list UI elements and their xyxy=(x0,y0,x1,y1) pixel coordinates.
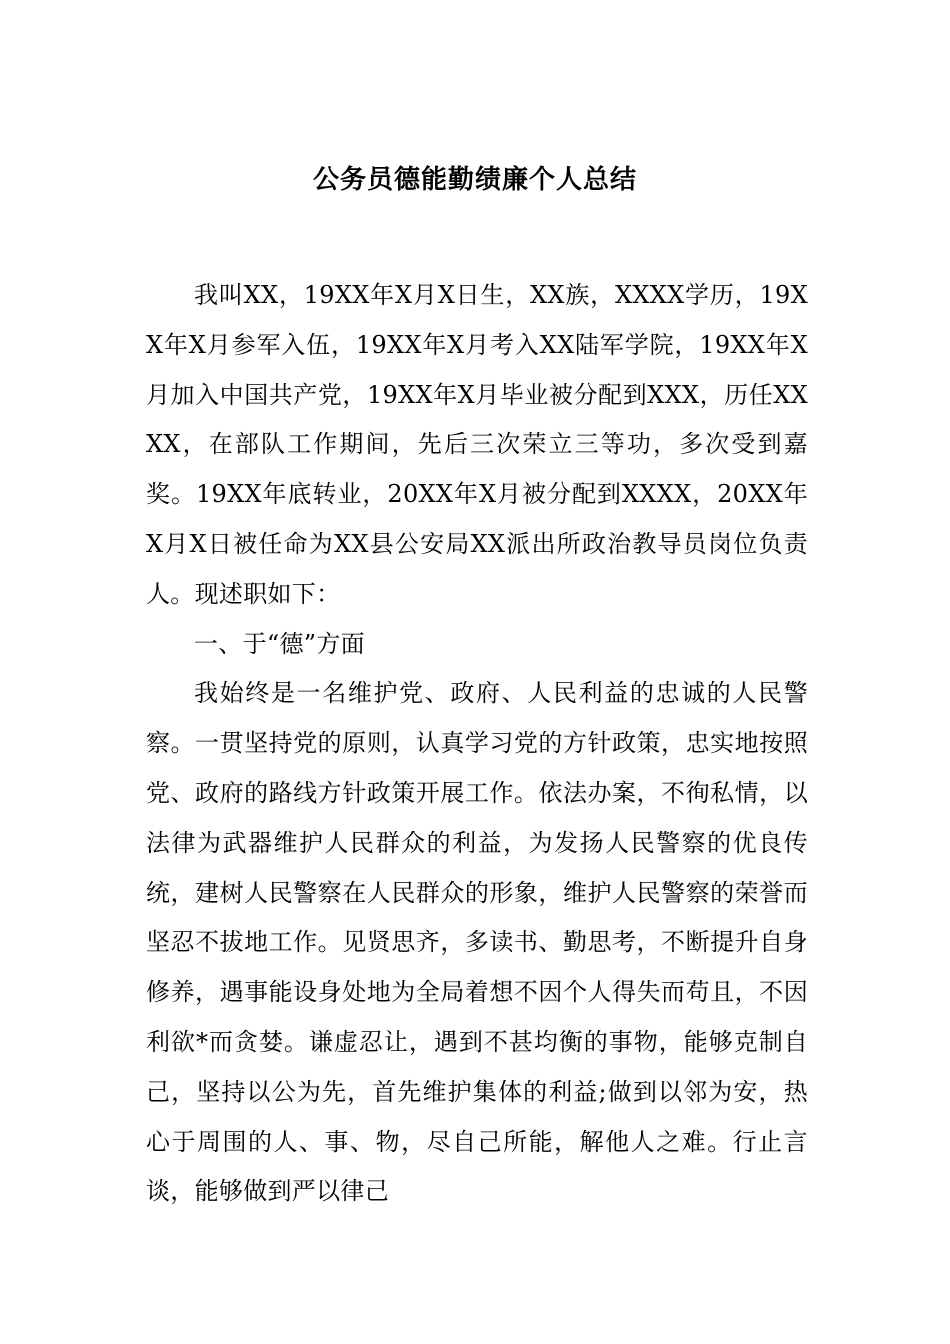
section-heading-de: 一、于“德”方面 xyxy=(194,629,365,658)
document-body xyxy=(146,271,808,1217)
intro-paragraph: 我叫XX，19XX年X月X日生，XX族，XXXX学历，19XX年X月参军入伍，19XX年X月考入XX陆军学院，19XX年X月加入中国共产党，19XX年X月毕业被分配到XXX，历任XXXX，在部队工作期间，先后三次荣立三等功，多次受到嘉奖。19XX年底转业，20XX年X月被分配到XXXX，20XX年X月X日被任命为XX县公安局XX派出所政治教导员岗位负责人。现述职如下： xyxy=(146,281,808,608)
document-title: 公务员德能勤绩廉个人总结 xyxy=(312,165,637,195)
de-paragraph: 我始终是一名维护党、政府、人民利益的忠诚的人民警察。一贯坚持党的原则，认真学习党的方针政策，忠实地按照党、政府的路线方针政策开展工作。依法办案，不徇私情，以法律为武器维护人民群众的利益，为发扬人民警察的优良传统，建树人民警察在人民群众的形象，维护人民警察的荣誉而坚忍不拔地工作。见贤思齐，多读书、勤思考，不断提升自身修养，遇事能设身处地为全局着想不因个人得失而苟且，不因利欲*而贪婪。谦虚忍让，遇到不甚均衡的事物，能够克制自己，坚持以公为先，首先维护集体的利益;做到以邻为安，热心于周围的人、事、物，尽自己所能，解他人之难。行止言谈，能够做到严以律己 xyxy=(146,679,808,1206)
